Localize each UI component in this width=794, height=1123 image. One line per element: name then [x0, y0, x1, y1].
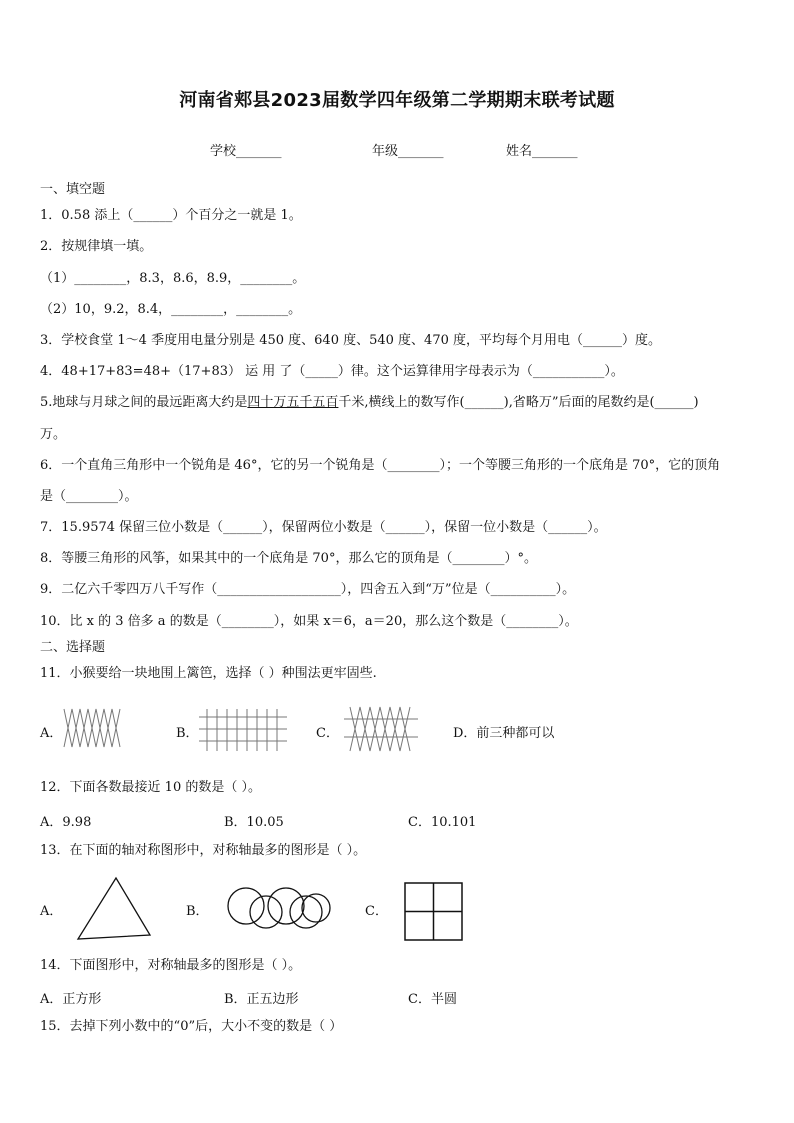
question-6: 6．一个直角三角形中一个锐角是 46°，它的另一个锐角是（________）；一个等腰三角形的一个底角是 70°，它的顶角: [40, 458, 721, 473]
name-field: 姓名_______: [506, 144, 578, 159]
page-title: 河南省郏县2023届数学四年级第二学期期末联考试题: [179, 90, 615, 111]
question-7: 7．15.9574 保留三位小数是（______），保留两位小数是（______），保留一位小数是（______）。: [40, 520, 607, 535]
question-6-continued: 是（________）。: [40, 489, 138, 504]
question-5-prefix: 5.地球与月球之间的最远距离大约是: [40, 395, 248, 410]
question-5-suffix: 千米,横线上的数写作(______),省略万”后面的尾数约是(______): [338, 395, 699, 410]
section-choice-heading: 二、选择题: [40, 640, 106, 655]
q12-option-a: A．9.98: [40, 815, 92, 830]
section-fill-heading: 一、填空题: [40, 182, 106, 197]
question-8: 8．等腰三角形的风筝，如果其中的一个底角是 70°，那么它的顶角是（________）°。: [40, 551, 537, 566]
question-15: 15．去掉下列小数中的“0”后，大小不变的数是（ ）: [40, 1019, 343, 1034]
question-2-part-2: （2）10，9.2，8.4，________，________。: [40, 302, 302, 317]
question-2: 2．按规律填一填。: [40, 239, 153, 254]
q12-option-c: C．10.101: [408, 815, 477, 830]
q13-option-c-label: C．: [365, 904, 388, 919]
question-5: [40, 394, 699, 412]
triangle-figure: [76, 876, 154, 942]
fence-figure-b: [199, 707, 289, 753]
question-11: 11．小猴要给一块地围上篱笆，选择（ ）种围法更牢固些.: [40, 666, 377, 681]
question-4: 4．48+17+83=48+（17+83） 运 用 了（_____）律。这个运算律用字母表示为（___________）。: [40, 364, 624, 379]
question-14: 14．下面图形中，对称轴最多的图形是（ ）。: [40, 958, 302, 973]
question-1: 1．0.58 添上（______）个百分之一就是 1。: [40, 208, 302, 223]
q14-option-a: A．正方形: [40, 992, 102, 1007]
q11-option-c-label: C．: [316, 726, 339, 741]
q14-option-b: B．正五边形: [224, 992, 299, 1007]
q14-option-c: C．半圆: [408, 992, 457, 1007]
q13-option-b-label: B．: [186, 904, 209, 919]
q11-option-b-label: B．: [176, 726, 199, 741]
question-10: 10．比 x 的 3 倍多 a 的数是（________），如果 x＝6，a＝20，那么这个数是（________）。: [40, 614, 578, 629]
olympic-rings-figure: [224, 886, 332, 930]
question-9: 9．二亿六千零四万八千写作（___________________），四舍五入到“万”位是（__________）。: [40, 582, 576, 597]
q11-option-a-label: A．: [40, 726, 63, 741]
question-2-part-1: （1）________，8.3，8.6，8.9，________。: [40, 271, 306, 286]
q11-option-d: D．前三种都可以: [453, 726, 555, 741]
question-5-continued: 万。: [40, 427, 67, 442]
divided-square-figure: [404, 882, 464, 942]
q13-option-a-label: A．: [40, 904, 63, 919]
question-3: 3．学校食堂 1～4 季度用电量分别是 450 度、640 度、540 度、470 度，平均每个月用电（______）度。: [40, 333, 661, 348]
grade-field: 年级_______: [372, 144, 444, 159]
question-12: 12．下面各数最接近 10 的数是（ ）。: [40, 780, 261, 795]
fence-figure-c: [344, 705, 420, 753]
q12-option-b: B．10.05: [224, 815, 284, 830]
question-13: 13．在下面的轴对称图形中，对称轴最多的图形是（ ）。: [40, 843, 367, 858]
fence-figure-a: [62, 707, 126, 751]
question-5-underlined-number: 四十万五千五百: [247, 395, 339, 410]
school-field: 学校_______: [210, 144, 282, 159]
